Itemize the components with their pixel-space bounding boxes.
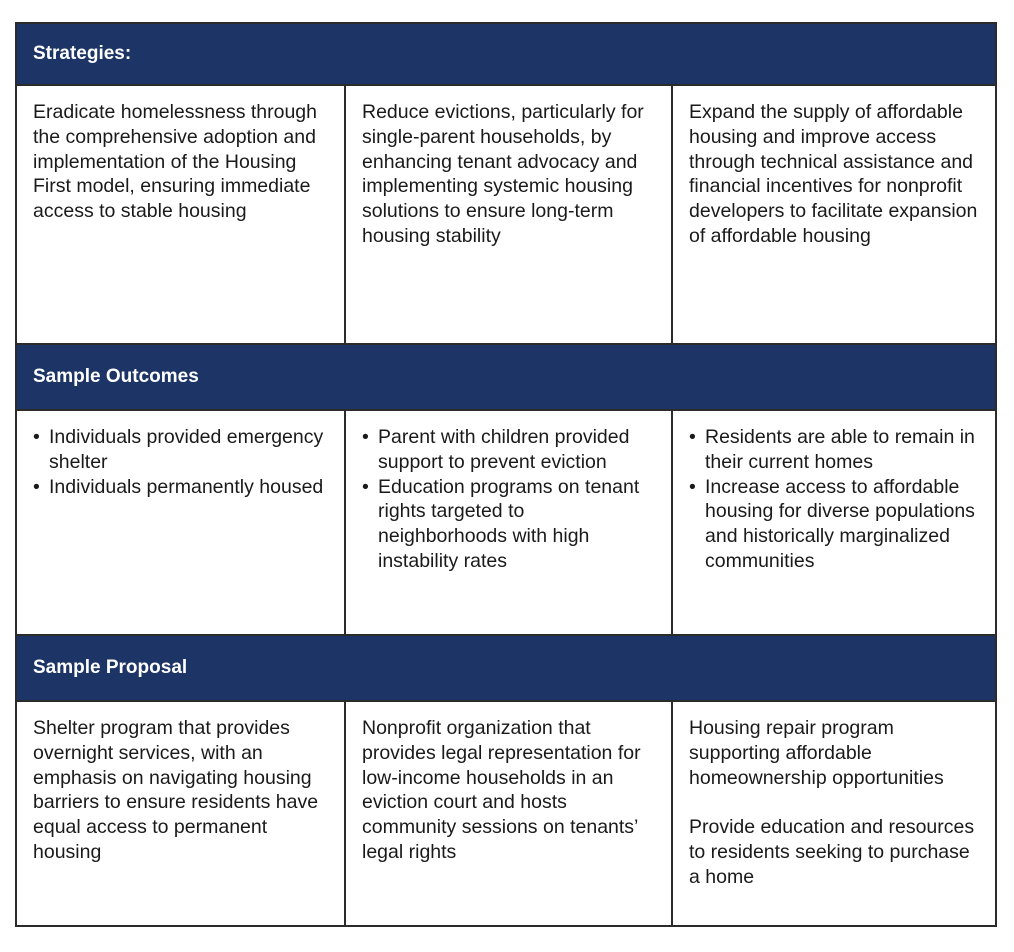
strategies-table (15, 22, 997, 927)
outcome-list (33, 425, 330, 499)
list-item: • Increase access to affordable housing for diverse populations and historically marginalized communities (689, 475, 981, 574)
section-title: Sample Outcomes (33, 366, 199, 387)
outcome-list (362, 425, 657, 574)
strategy-text: Eradicate homelessness through the comprehensive adoption and implementation of the Housing First model, ensuring immediate access to stable housing (33, 101, 317, 223)
outcomes-row (17, 411, 995, 636)
proposal-cell (17, 702, 344, 925)
section-title: Strategies: (33, 43, 132, 64)
list-item: • Individuals permanently housed (33, 475, 330, 500)
section-header-strategies (17, 24, 995, 86)
proposal-cell (671, 702, 995, 925)
proposal-text: Provide education and resources to residents seeking to purchase a home (689, 816, 975, 888)
proposal-row (17, 702, 995, 925)
list-item: • Education programs on tenant rights targeted to neighborhoods with high instability rates (362, 475, 657, 574)
section-header-outcomes (17, 345, 995, 411)
list-item: • Residents are able to remain in their current homes (689, 425, 981, 475)
strategy-text: Expand the supply of affordable housing and improve access through technical assistance and financial incentives for nonprofit developers to facilitate expansion of affordable housing (689, 101, 978, 247)
strategy-text: Reduce evictions, particularly for single-parent households, by enhancing tenant advocacy and implementing systemic housing solutions to ensure long-term housing stability (362, 101, 644, 247)
strategy-cell (17, 86, 344, 343)
proposal-text: Housing repair program supporting affordable homeownership opportunities (689, 717, 944, 789)
proposal-text: Shelter program that provides overnight services, with an emphasis on navigating housing barriers to ensure residents have equal access to permanent housing (33, 717, 319, 863)
proposal-cell (344, 702, 671, 925)
list-item: • Parent with children provided support to prevent eviction (362, 425, 657, 475)
strategies-row (17, 86, 995, 345)
strategy-cell (671, 86, 995, 343)
outcome-cell (17, 411, 344, 634)
strategy-cell (344, 86, 671, 343)
proposal-text: Nonprofit organization that provides legal representation for low-income households in an eviction court and hosts community sessions on tenants’ legal rights (362, 717, 641, 863)
list-item: • Individuals provided emergency shelter (33, 425, 330, 475)
section-title: Sample Proposal (33, 657, 188, 678)
section-header-proposal (17, 636, 995, 702)
outcome-cell (344, 411, 671, 634)
outcome-list (689, 425, 981, 574)
outcome-cell (671, 411, 995, 634)
